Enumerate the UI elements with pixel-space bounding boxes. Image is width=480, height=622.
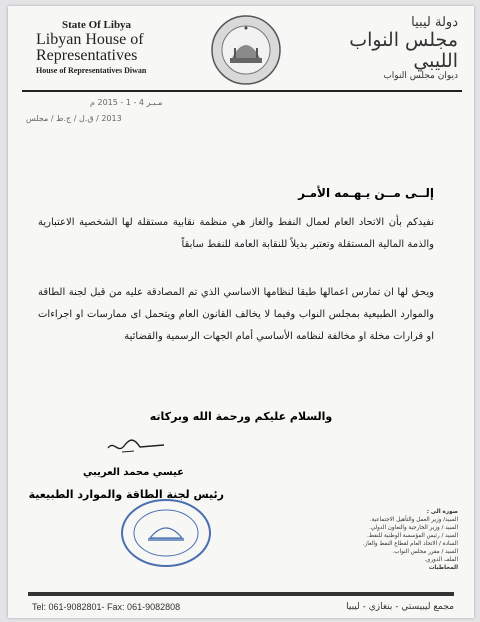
paragraph-text: ويحق لها ان تمارس اعمالها طبقا لنظامها الاساسي الذي تم المصادقة عليه من قبل لجنة الطاقة والموارد الطبيعية بمجلس النواب وفيما لا يخالف القانون العام ويتحمل اى ممارسات او اجراءات او قرارات مخلة او مخالفة لنظامه الأساسي أمام الجهات الرسمية والقضائية	[38, 287, 434, 342]
signatory-name: عيسي محمد العريبي	[82, 467, 184, 478]
header-english	[36, 20, 196, 76]
letter-body-paragraph-1	[38, 212, 434, 256]
header-divider	[22, 90, 462, 92]
signatory-title: رئيس لجنة الطاقة والموارد الطبيعية	[28, 488, 224, 501]
reference-number: 2013 / ق.ل / ج.ط / مجلس	[26, 114, 122, 123]
letter-page	[8, 6, 474, 618]
header-en-title-line1: Libyan House of	[36, 30, 144, 48]
reference-date: مـبـر 4 - 1 - 2015 م	[90, 98, 163, 107]
official-stamp-icon	[120, 498, 212, 568]
header-ar-state: دولة ليبيا	[411, 15, 458, 30]
header-ar-title: مجلس النواب الليبي	[349, 29, 458, 73]
parliament-emblem-icon	[210, 14, 282, 86]
header-en-diwan: House of Representatives Diwan	[36, 66, 147, 76]
cc-item-correspondence: المخاطبات	[428, 565, 458, 571]
header-en-state: State Of Libya	[62, 19, 132, 31]
cc-item: السيد/ وزير العمل والتأهيل الاجتماعية.	[369, 517, 458, 523]
header-ar-diwan: ديوان مجلس النواب	[383, 71, 458, 82]
cc-title: صورة الى :	[426, 509, 458, 515]
carbon-copy-list	[326, 508, 458, 572]
handwritten-signature-icon	[104, 432, 168, 458]
letter-greeting: إلــى مــن يـهـمه الأمـر	[298, 186, 434, 200]
cc-item: السيد / رئيس المؤسسة الوطنية للنفط.	[367, 533, 458, 539]
header-en-title-line2: Representatives	[36, 47, 138, 65]
footer-address: مجمع ليبيستي - بنغازي - ليبيا	[346, 602, 454, 612]
paragraph-text: نفيدكم بأن الاتحاد العام لعمال النفط والغاز هي منظمة نقابية مستقلة لها الشخصية الاعتبارية والذمة المالية المستقلة وتعتبر بديلاً للنقابة العامة للنفط سابقاً	[38, 217, 434, 250]
header-arabic	[328, 16, 458, 82]
footer-phone-fax: Tel: 061-9082801- Fax: 061-9082808	[32, 602, 181, 612]
letter-closing: والسلام عليكم ورحمة الله وبركاته	[149, 410, 333, 423]
cc-item: السيد / مقرر مجلس النواب.	[392, 549, 458, 555]
letter-body-paragraph-2	[38, 282, 434, 348]
cc-item: السيد / وزير الخارجية والتعاون الدولي.	[368, 525, 458, 531]
footer-divider	[28, 592, 454, 596]
cc-item: الملف الدوري.	[424, 557, 458, 563]
cc-item: السادة / الاتحاد العام لقطاع النفط والغاز.	[362, 541, 458, 547]
